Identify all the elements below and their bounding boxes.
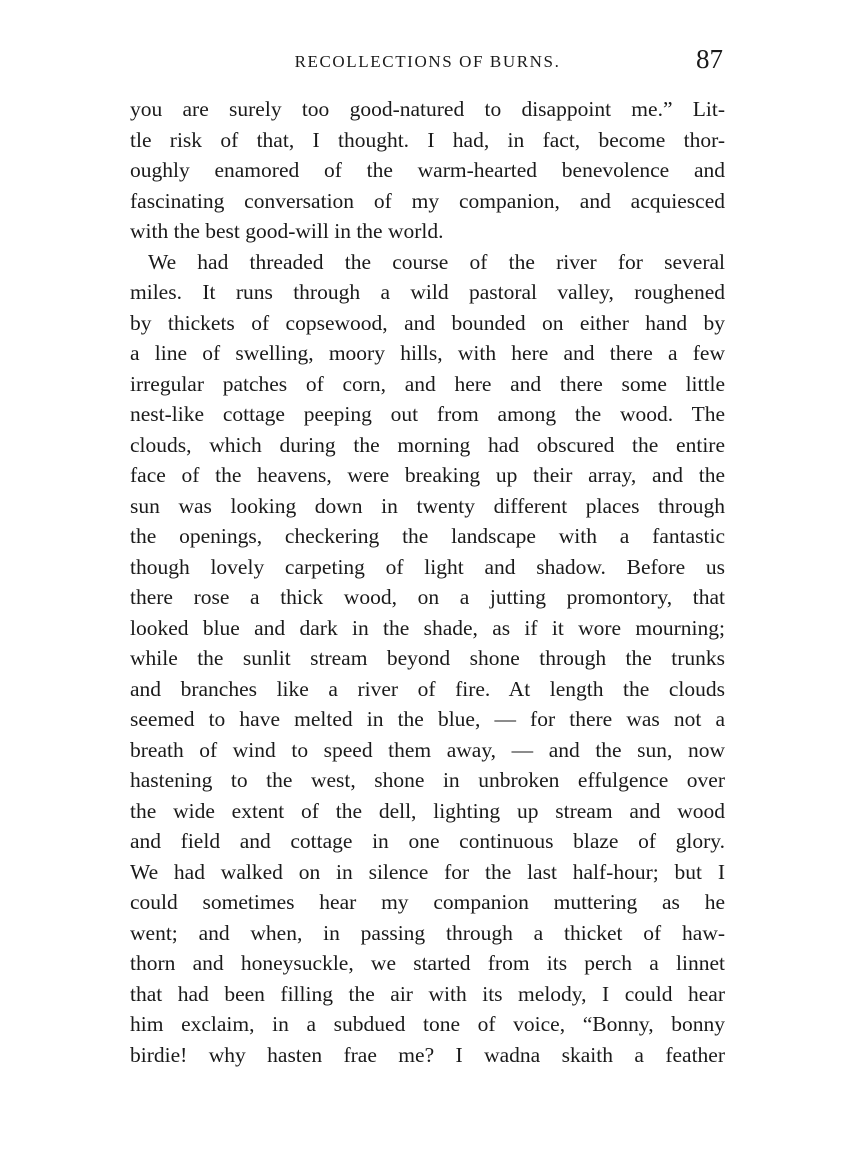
text-line: seemed to have melted in the blue, — for there was not a <box>130 707 725 731</box>
text-line: We had threaded the course of the river for several <box>148 249 725 274</box>
text-line: irregular patches of corn, and here and there some little <box>130 371 725 396</box>
text-line: hastening to the west, shone in unbroken effulgence over <box>130 768 725 792</box>
text-line: looked blue and dark in the shade, as if it wore mourning; <box>130 615 725 640</box>
text-line: We had walked on in silence for the last half-hour; but I <box>130 859 725 884</box>
text-line: him exclaim, in a subdued tone of voice, “Bonny, bonny <box>130 1012 725 1036</box>
text-line: you are surely too good-natured to disappoint me.” Lit- <box>130 97 725 121</box>
text-line: nest-like cottage peeping out from among the wood. The <box>130 402 725 426</box>
text-line: tle risk of that, I thought. I had, in fact, become thor- <box>130 127 725 152</box>
running-title: RECOLLECTIONS OF BURNS. <box>294 52 561 71</box>
text-line: the wide extent of the dell, lighting up stream and wood <box>130 798 725 823</box>
text-line: with the best good-will in the world. <box>130 219 444 243</box>
text-line: while the sunlit stream beyond shone through the trunks <box>130 646 725 670</box>
text-line: face of the heavens, were breaking up their array, and the <box>130 463 725 487</box>
text-line: thorn and honeysuckle, we started from its perch a linnet <box>130 951 725 975</box>
text-line: and branches like a river of fire. At length the clouds <box>130 676 725 701</box>
text-line: by thickets of copsewood, and bounded on either hand by <box>130 310 725 335</box>
running-head <box>130 44 725 78</box>
text-line: breath of wind to speed them away, — and the sun, now <box>130 737 725 762</box>
text-line: birdie! why hasten frae me? I wadna skaith a feather <box>130 1042 725 1067</box>
text-line: miles. It runs through a wild pastoral valley, roughened <box>130 280 725 304</box>
text-line: sun was looking down in twenty different places through <box>130 493 725 518</box>
body-text <box>130 94 725 1070</box>
text-line: fascinating conversation of my companion, and acquiesced <box>130 188 725 213</box>
text-line: the openings, checkering the landscape with a fantastic <box>130 524 725 548</box>
page-number: 87 <box>696 44 723 74</box>
text-line: oughly enamored of the warm-hearted benevolence and <box>130 158 725 182</box>
text-line: that had been filling the air with its melody, I could hear <box>130 981 725 1006</box>
text-line: and field and cottage in one continuous blaze of glory. <box>130 829 725 853</box>
text-line: though lovely carpeting of light and shadow. Before us <box>130 554 725 579</box>
text-line: could sometimes hear my companion muttering as he <box>130 890 725 914</box>
text-line: went; and when, in passing through a thicket of haw- <box>130 920 725 945</box>
text-line: there rose a thick wood, on a jutting promontory, that <box>130 585 725 609</box>
text-line: a line of swelling, moory hills, with here and there a few <box>130 341 725 365</box>
text-line: clouds, which during the morning had obscured the entire <box>130 432 725 457</box>
